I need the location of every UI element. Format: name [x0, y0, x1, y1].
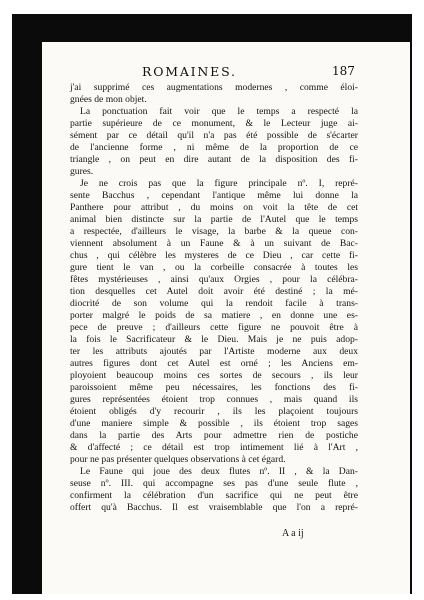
- text-line: étoient obligés d'y recourir , ils les plaçoient toujours: [70, 406, 358, 417]
- text-line: Panthere pour attribut , du moins on voit la tête de cet: [70, 202, 358, 213]
- body-text: [70, 82, 358, 514]
- text-line: porter malgré le poids de sa matiere , en donne une es-: [70, 310, 358, 321]
- text-line: tion desquelles cet Autel doit avoir été destiné ; la mé-: [70, 286, 358, 297]
- text-line: La ponctuation fait voir que le temps a respecté la: [80, 106, 358, 117]
- text-line: gure tient le van , ou la corbeille consacrée à toutes les: [70, 262, 358, 273]
- running-title: ROMAINES.: [142, 64, 237, 79]
- text-line: triangle , on peut en dire autant de la disposition des fi-: [70, 154, 358, 165]
- text-line: seuse nº. III. qui accompagne ses pas d'une seule flute ,: [70, 478, 358, 489]
- text-line: Le Faune qui joue des deux flutes nº. II , & la Dan-: [80, 466, 358, 477]
- text-line: pece de preuve ; d'ailleurs cette figure ne pouvoit être à: [70, 322, 358, 333]
- text-line: la fois le Sacrificateur & le Dieu. Mais je ne puis adop-: [70, 334, 358, 345]
- page-number: 187: [332, 64, 355, 78]
- text-line: d'une maniere simple & possible , ils étoient trop sages: [70, 418, 358, 429]
- book-page: [42, 42, 410, 594]
- text-line: pour ne pas présenter quelques observations à cet égard.: [70, 454, 286, 465]
- text-line: paroissoient même peu nécessaires, les fonctions des fi-: [70, 382, 358, 393]
- text-line: gures représentées étoient trop connues , mais quand ils: [70, 394, 358, 405]
- page-frame: [12, 14, 412, 594]
- text-line: viennent absolument à un Faune & à un suivant de Bac-: [70, 238, 358, 249]
- text-line: gures.: [70, 166, 94, 177]
- text-line: de l'ancienne forme , ni même de la proportion de ce: [70, 142, 358, 153]
- text-line: sente Bacchus , cependant l'antique même lui donne la: [70, 190, 358, 201]
- text-line: gnées de mon objet.: [70, 94, 147, 105]
- text-line: autres figures dont cet Autel est orné ; les Anciens em-: [70, 358, 358, 369]
- text-line: sément par ce détail qu'il n'a pas été possible de s'écarter: [70, 130, 358, 141]
- text-line: fêtes mystérieuses , ainsi qu'aux Orgies , pour la célébra-: [70, 274, 358, 285]
- text-line: offert qu'à Bacchus. Il est vraisemblable que l'on a repré-: [70, 502, 358, 513]
- text-line: & d'affecté ; ce détail est trop intimement lié à l'Art ,: [70, 442, 358, 453]
- signature-mark: A a ij: [282, 528, 304, 539]
- text-line: a respectée, d'ailleurs le visage, la barbe & la queue con-: [70, 226, 358, 237]
- text-line: partie supérieure de ce monument, & le Lecteur juge ai-: [70, 118, 358, 129]
- text-line: Je ne crois pas que la figure principale nº. I, repré-: [80, 178, 358, 189]
- text-line: confirment la célébration d'un sacrifice qui ne peut être: [70, 490, 358, 501]
- text-line: diocrité de son volume qui la rendoit facile à trans-: [70, 298, 358, 309]
- text-line: dans la partie des Arts pour admettre rien de postiche: [70, 430, 358, 441]
- text-line: ter les attributs ajoutés par l'Artiste moderne aux deux: [70, 346, 358, 357]
- text-line: ployoient beaucoup moins ces sortes de secours , ils leur: [70, 370, 358, 381]
- text-line: chus , qui célèbre les mysteres de ce Dieu , car cette fi-: [70, 250, 358, 261]
- text-line: j'ai supprimé ces augmentations modernes , comme éloi-: [70, 82, 358, 93]
- page-header: [42, 64, 410, 82]
- text-line: animal bien distincte sur la partie de l'Autel que le temps: [70, 214, 358, 225]
